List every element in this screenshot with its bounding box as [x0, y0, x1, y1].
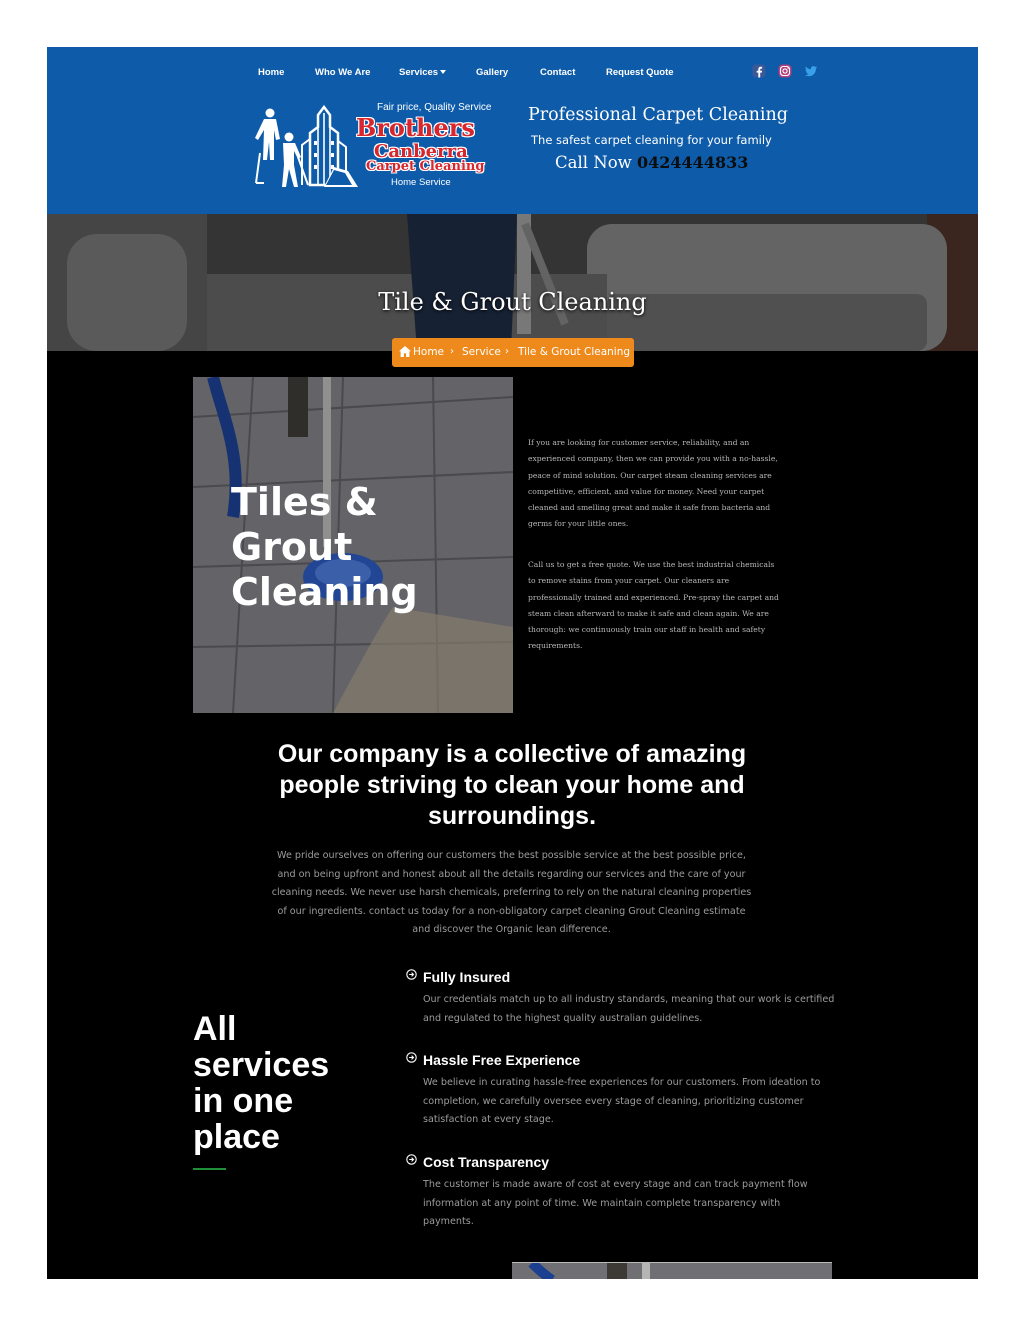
home-icon — [399, 346, 411, 357]
services-heading-line: services — [193, 1046, 330, 1084]
feature-text: We believe in curating hassle-free experiences for our customers. From ideation to completion, we carefully oversee every stage of cleaning, prioritizing customer satisfaction at every stage. — [423, 1077, 821, 1126]
nav-contact[interactable]: Contact — [540, 67, 576, 78]
breadcrumb-separator: › — [450, 346, 454, 357]
call-label: Call Now — [555, 153, 632, 172]
brand-logo[interactable] — [252, 95, 502, 195]
breadcrumb-separator: › — [505, 346, 509, 357]
nav-gallery[interactable]: Gallery — [476, 67, 509, 78]
hero-banner — [47, 214, 978, 351]
header-title: Professional Carpet Cleaning — [528, 105, 788, 125]
page-title: Tile & Grout Cleaning — [378, 288, 647, 316]
call-now — [555, 153, 748, 172]
banner-image — [47, 214, 978, 351]
company-text: We pride ourselves on offering our customers the best possible service at the best possible price, and on being upfront and honest about all the details regarding our services and the care of your cleaning needs. We never use harsh chemicals, preferring to rely on the natural cleaning properties of our ingredients. contact us today for a non-obligatory carpet cleaning Grout Cleaning estimate and discover the Organic lean difference. — [271, 850, 752, 936]
nav-home[interactable]: Home — [258, 67, 285, 78]
main-nav — [47, 67, 978, 79]
image-title-line: Grout — [231, 525, 353, 569]
arrow-circle-icon — [406, 1154, 417, 1165]
logo-graphic — [252, 95, 372, 195]
arrow-circle-icon — [406, 969, 417, 980]
image-title-line: Tiles & — [231, 480, 378, 524]
logo-brand-line3: Carpet Cleaning — [366, 159, 485, 174]
logo-brand-line1: Brothers — [356, 113, 475, 142]
header-subtitle: The safest carpet cleaning for your family — [531, 133, 772, 147]
nav-who-we-are[interactable]: Who We Are — [315, 67, 371, 78]
services-heading-line: place — [193, 1118, 280, 1156]
intro-paragraph: Call us to get a free quote. We use the best industrial chemicals to remove stains from your carpet. Our cleaners are professionally trained and experienced. Pre-spray the carpet and steam clean afterward to make it safe and clean again. We are thorough: we continuously train our staff in health and safety requirements. — [528, 560, 779, 651]
chevron-down-icon — [440, 70, 446, 74]
instagram-icon[interactable] — [778, 64, 792, 78]
company-heading: Our company is a collective of amazing people striving to clean your home and surroundings. — [277, 740, 747, 830]
bottom-photo — [512, 1263, 832, 1279]
intro-paragraph: If you are looking for customer service, reliability, and an experienced company, then we can provide you with a no-hassle, peace of mind solution. Our carpet steam cleaning services are competitive, efficient, and value for money. Need your carpet cleaned and smelling great and make it safe from bacteria and germs for your little ones. — [528, 438, 778, 529]
feature-text: The customer is made aware of cost at every stage and can track payment flow information at any point of time. We maintain complete transparency with payments. — [423, 1179, 808, 1228]
facebook-icon[interactable] — [752, 64, 766, 78]
arrow-circle-icon — [406, 1052, 417, 1063]
twitter-icon[interactable] — [804, 64, 818, 78]
logo-subline: Home Service — [391, 177, 451, 188]
nav-services-label: Services — [399, 67, 439, 78]
accent-divider — [193, 1168, 226, 1170]
image-title — [231, 480, 418, 615]
breadcrumb-home[interactable]: Home — [413, 346, 445, 358]
feature-title: Fully Insured — [423, 969, 511, 985]
breadcrumb-current: Tile & Grout Cleaning — [518, 346, 631, 358]
services-heading — [193, 1011, 373, 1155]
breadcrumb-service[interactable]: Service — [462, 346, 501, 358]
logo-brand-line2: Canberra — [374, 141, 468, 162]
services-heading-line: in one — [193, 1082, 294, 1120]
services-heading-line: All — [193, 1010, 237, 1048]
breadcrumb — [392, 338, 634, 367]
site-header — [47, 47, 978, 214]
feature-text: Our credentials match up to all industry standards, meaning that our work is certified and regulated to the highest quality australian guidelines. — [423, 994, 835, 1024]
logo-tagline: Fair price, Quality Service — [377, 102, 492, 113]
feature-title: Cost Transparency — [423, 1154, 550, 1170]
phone-link[interactable]: 0424444833 — [637, 153, 749, 172]
nav-services[interactable] — [399, 67, 446, 78]
nav-request-quote[interactable]: Request Quote — [606, 67, 674, 78]
feature-title: Hassle Free Experience — [423, 1052, 581, 1068]
image-title-line: Cleaning — [231, 570, 418, 614]
tile-cleaning-image — [193, 377, 513, 713]
bottom-image — [512, 1262, 832, 1279]
page-frame — [47, 47, 978, 1279]
